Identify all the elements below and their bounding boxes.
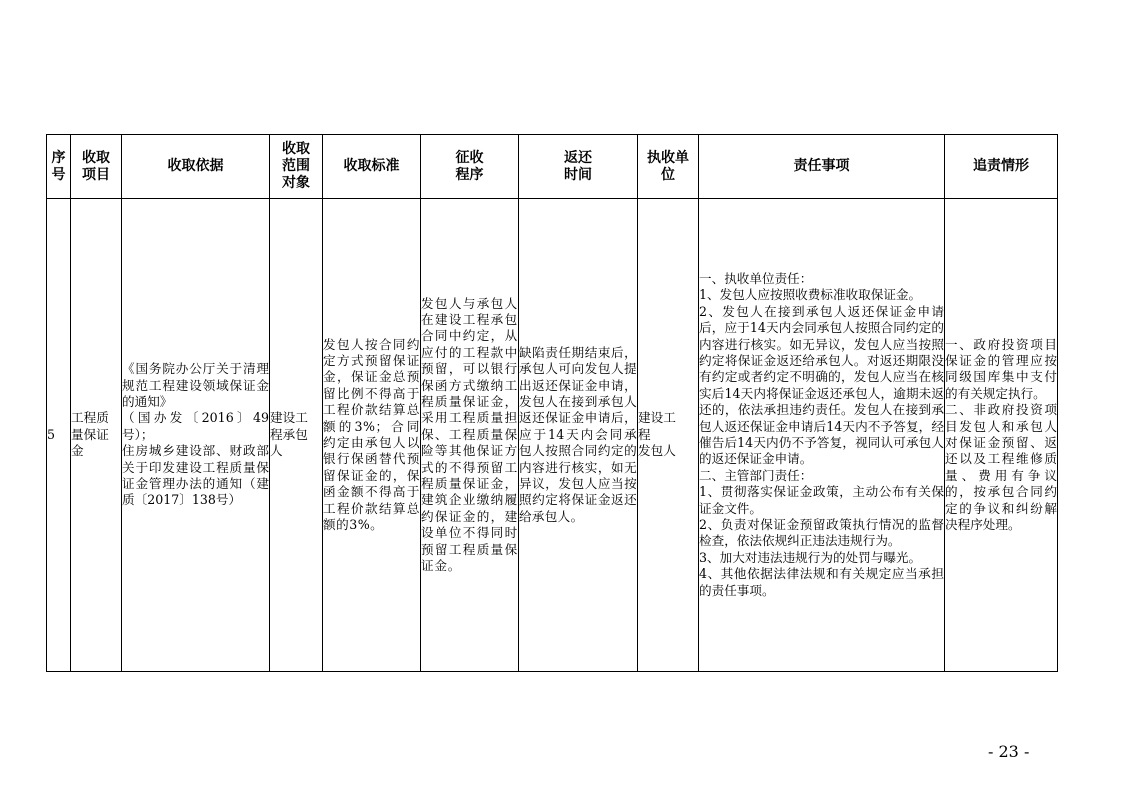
cell-standard: 发包人按合同约定方式预留保证金，保证金总预留比例不得高于工程价款结算总额的3%；合同约定由承包人以银行保函替代预留保证金的，保函金额不得高于工程价款结算总额的3%。 (323, 199, 421, 672)
fee-table (46, 134, 1058, 672)
table-row (47, 199, 1058, 672)
cell-seq: 5 (47, 199, 71, 672)
cell-responsibility: 一、执收单位责任： 1、发包人应按照收费标准收取保证金。 2、发包人在接到承包人返还保证金申请后，应于14天内会同承包人按照合同约定的内容进行核实。如无异议，发包人应当按照约定将保证金返还给承包人。对返还期限没有约定或者约定不明确的，发包人应当在核实后14天内将保证金返还承包人，逾期未返还的，依法承担违约责任。发包人在接到承包人返还保证金申请后14天内不予答复，经催告后14天内仍不予答复，视同认可承包人的返还保证金申请。 二、主管部门责任： 1、贯彻落实保证金政策，主动公布有关保证金文件。 2、负责对保证金预留政策执行情况的监督检查，依法依规纠正违法违规行为。 3、加大对违法违规行为的处罚与曝光。 4、其他依据法律法规和有关规定应当承担的责任事项。 (699, 199, 945, 672)
header-responsibility: 责任事项 (699, 135, 945, 199)
header-seq: 序 号 (47, 135, 71, 199)
cell-item: 工程质 量保证 金 (71, 199, 122, 672)
cell-basis: 《国务院办公厅关于清理规范工程建设领域保证金的通知》 （国办发〔2016〕49号）； 住房城乡建设部、财政部关于印发建设工程质量保证金管理办法的通知（建质〔2017〕138号） (122, 199, 270, 672)
page-number: - 23 - (988, 742, 1030, 761)
header-procedure: 征收 程序 (421, 135, 519, 199)
header-row (47, 135, 1058, 199)
header-item: 收取 项目 (71, 135, 122, 199)
header-standard: 收取标准 (323, 135, 421, 199)
header-unit: 执收单 位 (638, 135, 699, 199)
header-accountability: 追责情形 (945, 135, 1058, 199)
header-return-time: 返还 时间 (519, 135, 638, 199)
header-basis: 收取依据 (122, 135, 270, 199)
cell-scope: 建设工 程承包 人 (270, 199, 323, 672)
cell-procedure: 发包人与承包人在建设工程承包合同中约定，从应付的工程款中预留，可以银行保函方式缴纳工程质量保证金，采用工程质量担保、工程质量保险等其他保证方式的不得预留工程质量保证金，建筑企业缴纳履约保证金的，建设单位不得同时预留工程质量保证金。 (421, 199, 519, 672)
cell-unit: 建设工 程 发包人 (638, 199, 699, 672)
cell-return-time: 缺陷责任期结束后，承包人可向发包人提出返还保证金申请，发包人在接到承包人返还保证金申请后，应于14天内会同承包人按照合同约定的内容进行核实，如无异议，发包人应当按照约定将保证金返还给承包人。 (519, 199, 638, 672)
header-scope: 收取 范围 对象 (270, 135, 323, 199)
cell-accountability: 一、政府投资项目保证金的管理应按同级国库集中支付的有关规定执行。 二、非政府投资项目发包人和承包人对保证金预留、返还以及工程维修质量、费用有争议的，按承包合同约定的争议和纠纷解决程序处理。 (945, 199, 1058, 672)
